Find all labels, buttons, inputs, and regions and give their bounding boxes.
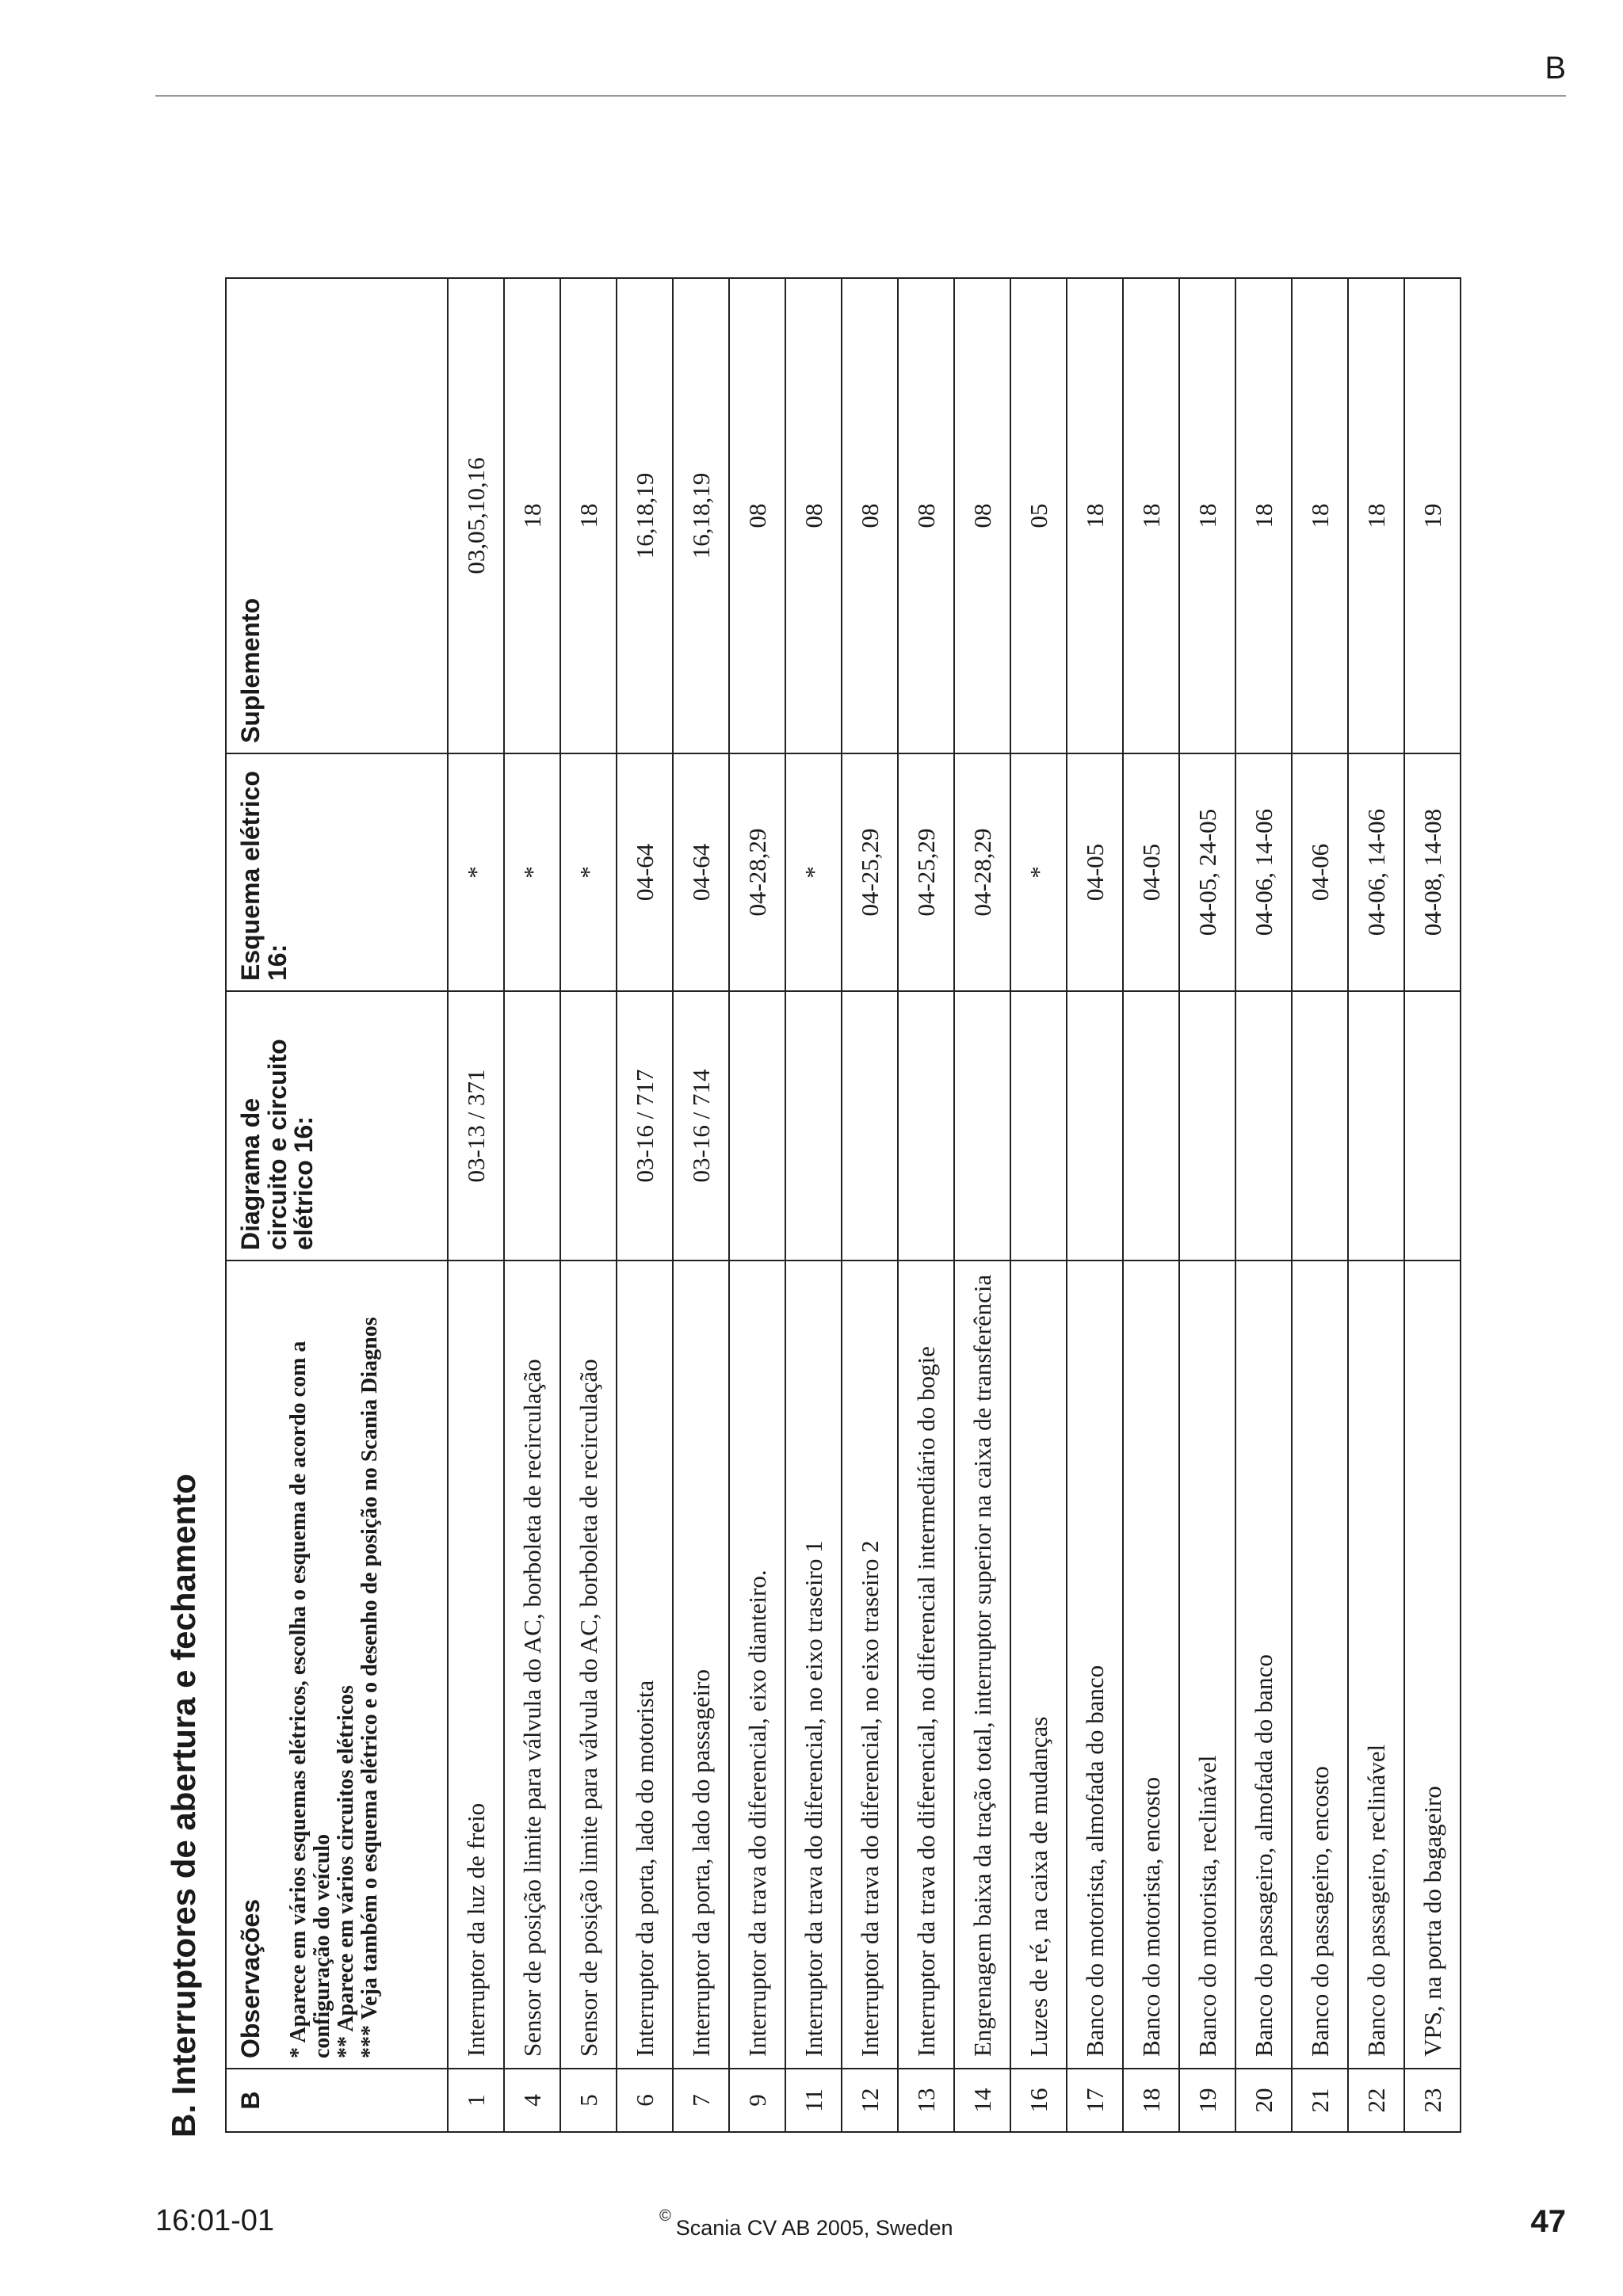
cell-suplemento: 05	[1010, 278, 1067, 753]
cell-b: 19	[1179, 2069, 1235, 2132]
cell-diagrama	[842, 991, 898, 1261]
cell-b: 9	[729, 2069, 785, 2132]
cell-suplemento: 08	[954, 278, 1010, 753]
table-body	[448, 278, 1461, 2132]
cell-b: 18	[1123, 2069, 1179, 2132]
cell-b: 12	[842, 2069, 898, 2132]
cell-diagrama: 03-16 / 714	[673, 991, 729, 1261]
cell-suplemento: 08	[729, 278, 785, 753]
cell-b: 14	[954, 2069, 1010, 2132]
cell-suplemento: 18	[1292, 278, 1348, 753]
cell-suplemento: 18	[560, 278, 617, 753]
table-row	[1010, 278, 1067, 2132]
table-header-row	[226, 278, 448, 2132]
cell-suplemento: 18	[1179, 278, 1235, 753]
cell-esquema: *	[504, 753, 560, 991]
cell-esquema: *	[1010, 753, 1067, 991]
cell-b: 4	[504, 2069, 560, 2132]
cell-esquema: 04-08, 14-08	[1404, 753, 1461, 991]
section-letter: B	[1545, 51, 1566, 86]
cell-diagrama	[1123, 991, 1179, 1261]
cell-diagrama	[898, 991, 954, 1261]
cell-diagrama	[1348, 991, 1404, 1261]
cell-b: 20	[1235, 2069, 1292, 2132]
header-notes	[287, 1271, 383, 2058]
table-row	[842, 278, 898, 2132]
cell-b: 7	[673, 2069, 729, 2132]
cell-esquema: 04-06, 14-06	[1348, 753, 1404, 991]
cell-observacoes: Interruptor da trava do diferencial, eixo dianteiro.	[729, 1261, 785, 2069]
cell-diagrama	[1235, 991, 1292, 1261]
cell-observacoes: Banco do passageiro, almofada do banco	[1235, 1261, 1292, 2069]
table-row	[729, 278, 785, 2132]
table-row	[1179, 278, 1235, 2132]
cell-suplemento: 08	[785, 278, 842, 753]
table-row	[673, 278, 729, 2132]
cell-diagrama	[560, 991, 617, 1261]
cell-observacoes: Interruptor da luz de freio	[448, 1261, 504, 2069]
header-esquema: Esquema elétrico 16:	[226, 753, 448, 991]
doc-code: 16:01-01	[155, 2204, 275, 2237]
cell-b: 23	[1404, 2069, 1461, 2132]
cell-observacoes: Banco do passageiro, reclinável	[1348, 1261, 1404, 2069]
cell-observacoes: Sensor de posição limite para válvula do AC, borboleta de recirculação	[560, 1261, 617, 2069]
cell-observacoes: Banco do motorista, almofada do banco	[1067, 1261, 1123, 2069]
cell-esquema: 04-25,29	[842, 753, 898, 991]
section-title: B. Interruptores de abertura e fechamento	[165, 1474, 202, 2138]
cell-suplemento: 08	[898, 278, 954, 753]
cell-observacoes: Banco do passageiro, encosto	[1292, 1261, 1348, 2069]
header-suplemento: Suplemento	[226, 278, 448, 753]
cell-diagrama	[1292, 991, 1348, 1261]
cell-esquema: 04-28,29	[954, 753, 1010, 991]
table-row	[560, 278, 617, 2132]
cell-b: 17	[1067, 2069, 1123, 2132]
note-2: ** Aparece em vários circuitos elétricos	[334, 1685, 359, 2058]
cell-b: 13	[898, 2069, 954, 2132]
copyright-text: Scania CV AB 2005, Sweden	[675, 2216, 953, 2240]
cell-b: 16	[1010, 2069, 1067, 2132]
table-row	[1067, 278, 1123, 2132]
cell-diagrama	[1010, 991, 1067, 1261]
cell-esquema: 04-64	[673, 753, 729, 991]
cell-esquema: 04-05	[1123, 753, 1179, 991]
cell-suplemento: 18	[1235, 278, 1292, 753]
cell-diagrama: 03-13 / 371	[448, 991, 504, 1261]
table-row	[1235, 278, 1292, 2132]
cell-observacoes: Banco do motorista, reclinável	[1179, 1261, 1235, 2069]
cell-esquema: 04-06	[1292, 753, 1348, 991]
cell-b: 11	[785, 2069, 842, 2132]
header-diagrama: Diagrama de circuito e circuito elétrico 16:	[226, 991, 448, 1261]
cell-diagrama	[785, 991, 842, 1261]
cell-esquema: 04-28,29	[729, 753, 785, 991]
copyright-symbol: ©	[659, 2207, 671, 2225]
cell-suplemento: 19	[1404, 278, 1461, 753]
header-observacoes-label: Observações	[236, 1898, 265, 2058]
cell-suplemento: 18	[1123, 278, 1179, 753]
table-row	[898, 278, 954, 2132]
switch-table	[225, 277, 1461, 2133]
cell-observacoes: Interruptor da trava do diferencial, no eixo traseiro 1	[785, 1261, 842, 2069]
cell-esquema: 04-05	[1067, 753, 1123, 991]
cell-esquema: *	[448, 753, 504, 991]
table-row	[504, 278, 560, 2132]
table-row	[785, 278, 842, 2132]
cell-suplemento: 16,18,19	[617, 278, 673, 753]
rotated-content	[165, 268, 1472, 2138]
note-3: *** Veja também o esquema elétrico e o desenho de posição no Scania Diagnos	[357, 1317, 383, 2058]
table-row	[1348, 278, 1404, 2132]
cell-observacoes: Interruptor da porta, lado do motorista	[617, 1261, 673, 2069]
note-1: * Aparece em vários esquemas elétricos, escolha o esquema de acordo com a configuração do veículo	[285, 1341, 334, 2058]
cell-diagrama	[1404, 991, 1461, 1261]
page-number: 47	[1530, 2204, 1566, 2239]
cell-observacoes: Interruptor da trava do diferencial, no eixo traseiro 2	[842, 1261, 898, 2069]
table-row	[1404, 278, 1461, 2132]
cell-esquema: *	[785, 753, 842, 991]
cell-suplemento: 18	[1067, 278, 1123, 753]
header-observacoes	[226, 1261, 448, 2069]
cell-observacoes: Engrenagem baixa da tração total, interruptor superior na caixa de transferência	[954, 1261, 1010, 2069]
cell-observacoes: Interruptor da trava do diferencial, no diferencial intermediário do bogie	[898, 1261, 954, 2069]
cell-suplemento: 03,05,10,16	[448, 278, 504, 753]
cell-b: 21	[1292, 2069, 1348, 2132]
header-b: B	[226, 2069, 448, 2132]
table-row	[954, 278, 1010, 2132]
cell-suplemento: 18	[504, 278, 560, 753]
table-row	[448, 278, 504, 2132]
cell-b: 5	[560, 2069, 617, 2132]
table-row	[1123, 278, 1179, 2132]
cell-diagrama	[954, 991, 1010, 1261]
cell-suplemento: 18	[1348, 278, 1404, 753]
cell-observacoes: VPS, na porta do bagageiro	[1404, 1261, 1461, 2069]
cell-esquema: *	[560, 753, 617, 991]
cell-diagrama: 03-16 / 717	[617, 991, 673, 1261]
table-row	[1292, 278, 1348, 2132]
cell-observacoes: Interruptor da porta, lado do passageiro	[673, 1261, 729, 2069]
cell-observacoes: Luzes de ré, na caixa de mudanças	[1010, 1261, 1067, 2069]
cell-diagrama	[504, 991, 560, 1261]
cell-b: 1	[448, 2069, 504, 2132]
cell-esquema: 04-25,29	[898, 753, 954, 991]
table-row	[617, 278, 673, 2132]
cell-diagrama	[1179, 991, 1235, 1261]
cell-observacoes: Banco do motorista, encosto	[1123, 1261, 1179, 2069]
copyright	[659, 2207, 953, 2241]
header-divider	[155, 95, 1566, 97]
cell-esquema: 04-05, 24-05	[1179, 753, 1235, 991]
cell-b: 6	[617, 2069, 673, 2132]
cell-suplemento: 16,18,19	[673, 278, 729, 753]
cell-b: 22	[1348, 2069, 1404, 2132]
cell-esquema: 04-64	[617, 753, 673, 991]
cell-diagrama	[1067, 991, 1123, 1261]
cell-esquema: 04-06, 14-06	[1235, 753, 1292, 991]
cell-suplemento: 08	[842, 278, 898, 753]
cell-observacoes: Sensor de posição limite para válvula do AC, borboleta de recirculação	[504, 1261, 560, 2069]
cell-diagrama	[729, 991, 785, 1261]
